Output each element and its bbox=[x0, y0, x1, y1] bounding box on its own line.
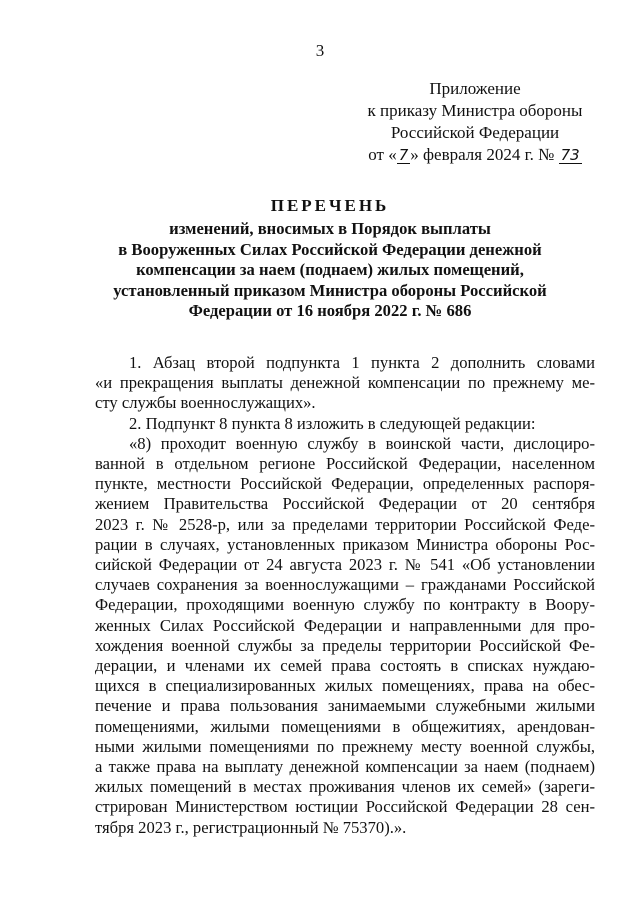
title-line: изменений, вносимых в Порядок выплаты bbox=[169, 219, 491, 238]
document-title bbox=[95, 195, 565, 322]
title-line: Федерации от 16 ноября 2022 г. № 686 bbox=[188, 301, 472, 320]
body-line: рации в случаях, установленных приказом Министра обороны Рос- bbox=[95, 534, 595, 554]
body-line: ванной в отдельном регионе Российской Федерации, населенном bbox=[95, 454, 595, 474]
body-line: 2. Подпункт 8 пункта 8 изложить в следующей редакции: bbox=[129, 413, 536, 433]
body-line: пункте, местности Российской Федерации, определенных распоря- bbox=[95, 474, 595, 494]
document-body bbox=[95, 353, 595, 838]
body-line: дерации, и членами их семей права состоять в списках нуждаю- bbox=[95, 656, 595, 676]
body-line: «и прекращения выплаты денежной компенсации по прежнему ме- bbox=[95, 373, 595, 393]
title-line: установленный приказом Министра обороны Российской bbox=[113, 280, 547, 300]
appendix-label: Приложение bbox=[429, 79, 521, 98]
body-line: тября 2023 г., регистрационный № 75370).». bbox=[95, 817, 407, 837]
body-line: сту службы военнослужащих». bbox=[95, 393, 316, 413]
handwritten-number: 73 bbox=[560, 146, 580, 164]
body-line: щихся в специализированных жилых помещениях, права на обес- bbox=[95, 676, 595, 696]
title-line: компенсации за наем (поднаем) жилых помещений, bbox=[136, 260, 524, 279]
body-line: помещениями, жилыми помещениями в общежитиях, арендован- bbox=[95, 716, 595, 736]
title-subheading bbox=[95, 219, 565, 322]
body-line: случаев сохранения за военнослужащими – гражданами Российской bbox=[95, 575, 595, 595]
body-line: «8) проходит военную службу в воинской части, дислоциро- bbox=[129, 433, 595, 453]
body-line: Федерации, проходящими военную службу по контракту в Воору- bbox=[95, 595, 595, 615]
body-line: ными жилыми помещениями по прежнему месту военной службы, bbox=[95, 736, 595, 756]
body-line: жилых помещений в местах проживания членов их семей» (зареги- bbox=[95, 777, 595, 797]
title-line: в Вооруженных Силах Российской Федерации денежной bbox=[118, 239, 542, 259]
page-number: 3 bbox=[315, 41, 325, 60]
body-line: 2023 г. № 2528-р, или за пределами территории Российской Феде- bbox=[95, 514, 595, 534]
appendix-country: Российской Федерации bbox=[390, 123, 560, 142]
body-line: жением Правительства Российской Федерации от 20 сентября bbox=[95, 494, 595, 514]
date-prefix: от « bbox=[368, 145, 397, 164]
body-line: хождения военной службы за пределы территории Российской Фе- bbox=[95, 635, 595, 655]
body-line: стрирован Министерством юстиции Российской Федерации 28 сен- bbox=[95, 797, 595, 817]
body-line: сийской Федерации от 24 августа 2023 г. № 541 «Об установлении bbox=[95, 555, 595, 575]
body-line: а также права на выплату денежной компенсации за наем (поднаем) bbox=[95, 757, 595, 777]
body-line: печение и права пользования занимаемыми служебными жилыми bbox=[95, 696, 595, 716]
handwritten-day: 7 bbox=[398, 146, 409, 164]
appendix-header bbox=[340, 78, 610, 166]
appendix-date-line bbox=[340, 144, 610, 166]
date-middle: » февраля 2024 г. № bbox=[410, 145, 555, 164]
body-line: 1. Абзац второй подпункта 1 пункта 2 дополнить словами bbox=[129, 353, 595, 372]
body-line: женных Силах Российской Федерации и направленными для про- bbox=[95, 615, 595, 635]
appendix-order-ref: к приказу Министра обороны bbox=[367, 101, 583, 120]
title-heading: ПЕРЕЧЕНЬ bbox=[270, 196, 390, 215]
